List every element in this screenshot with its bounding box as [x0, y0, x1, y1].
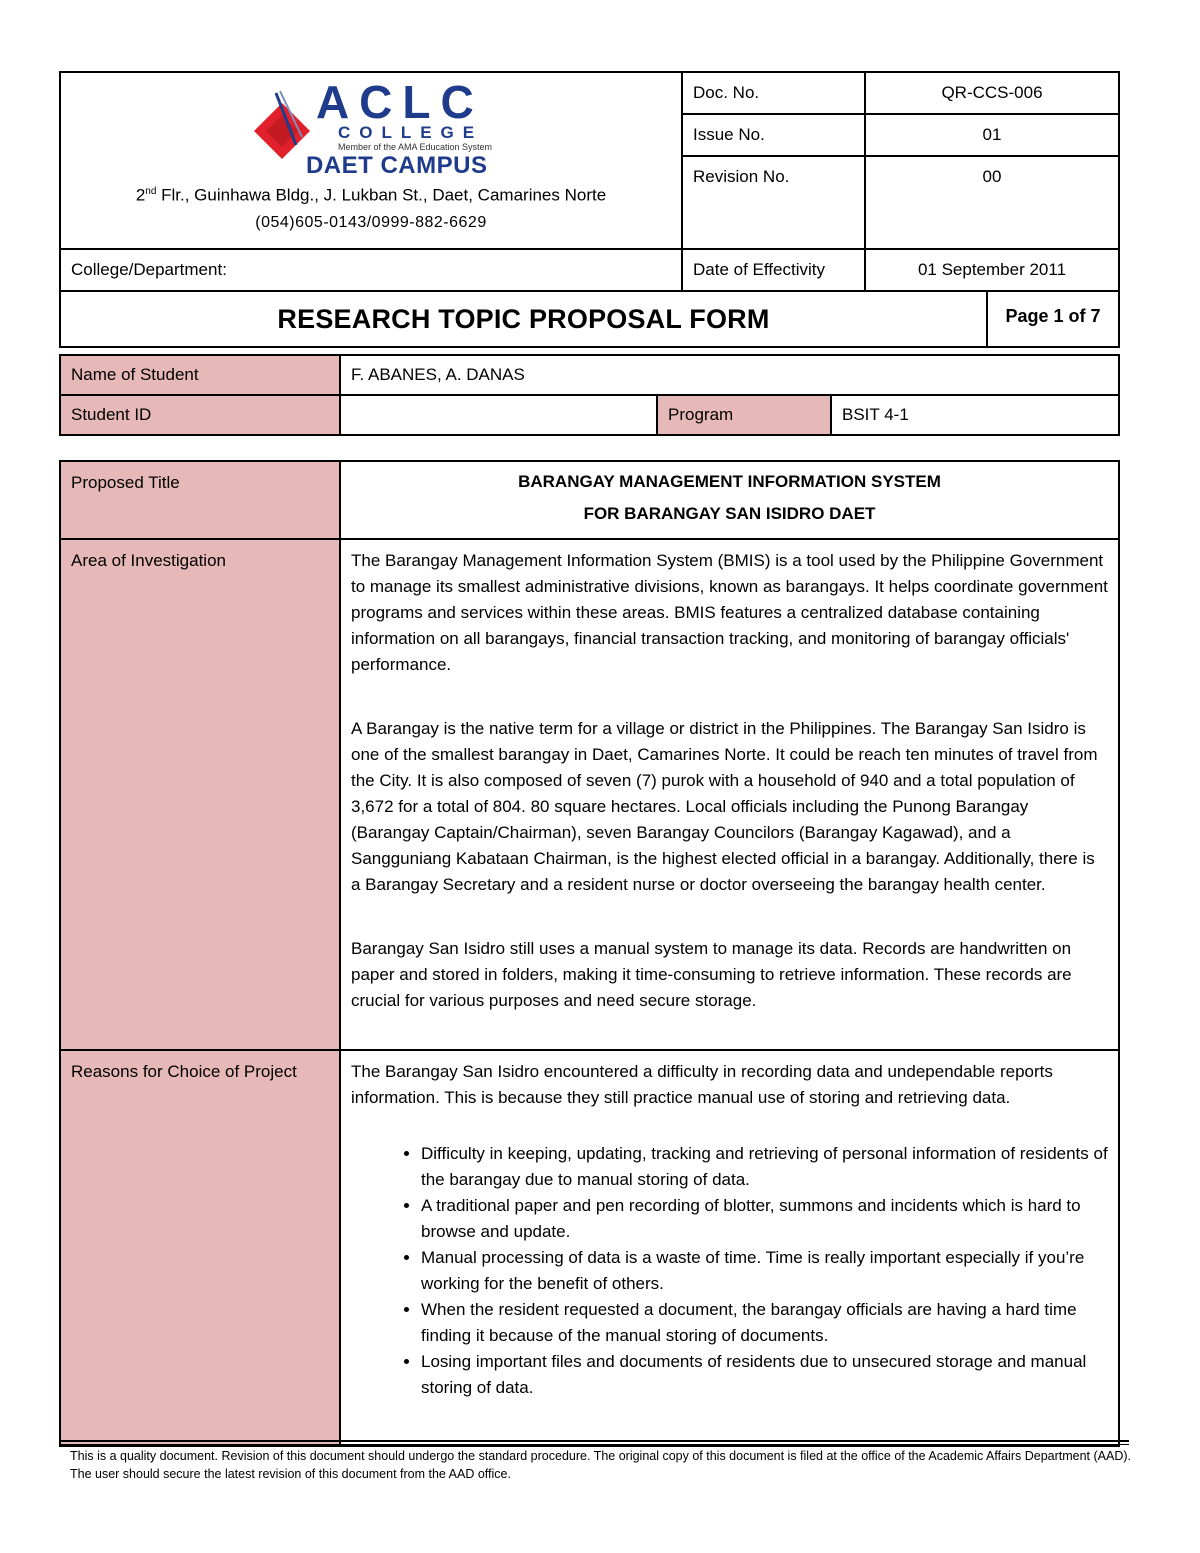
logo-cell — [60, 72, 682, 249]
reasons-value — [340, 1050, 1119, 1446]
reasons-label: Reasons for Choice of Project — [60, 1050, 340, 1446]
student-name-label: Name of Student — [60, 355, 340, 395]
proposed-title-label: Proposed Title — [60, 461, 340, 539]
document-header-table — [59, 71, 1120, 348]
college-logo — [71, 75, 671, 179]
area-of-investigation-label: Area of Investigation — [60, 539, 340, 1050]
student-id-value[interactable] — [340, 395, 657, 435]
footer-rule-thin — [59, 1444, 1129, 1445]
proposed-title-line2: FOR BARANGAY SAN ISIDRO DAET — [583, 504, 876, 523]
reasons-list — [351, 1141, 1108, 1401]
doc-no-label: Doc. No. — [682, 72, 865, 114]
college-department-label: College/Department: — [60, 249, 682, 291]
proposal-table — [59, 460, 1120, 1447]
aclc-diamond-logo-icon — [250, 89, 314, 169]
issue-no-label: Issue No. — [682, 114, 865, 156]
form-title: RESEARCH TOPIC PROPOSAL FORM — [60, 291, 987, 347]
program-value: BSIT 4-1 — [831, 395, 1119, 435]
logo-campus: DAET CAMPUS — [305, 151, 488, 179]
logo-member-line: Member of the AMA Education System — [337, 141, 493, 152]
doc-no-value: QR-CCS-006 — [865, 72, 1119, 114]
student-id-label: Student ID — [60, 395, 340, 435]
proposed-title-value — [340, 461, 1119, 539]
college-address: 2nd Flr., Guinhawa Bldg., J. Lukban St., Daet, Camarines Norte — [135, 185, 607, 205]
logo-subtitle: COLLEGE — [337, 122, 484, 142]
date-of-effectivity-label: Date of Effectivity — [682, 249, 865, 291]
issue-no-value: 01 — [865, 114, 1119, 156]
reasons-list-item: • A traditional paper and pen recording of blotter, summons and incidents which is hard to browse and update. — [421, 1193, 1108, 1245]
footer-note: This is a quality document. Revision of this document should undergo the standard procedure. The original copy of this document is filed at the office of the Academic Affairs Department (AAD). The user should secure the latest revision of this document from the AAD office. — [70, 1449, 1131, 1481]
reasons-list-item: • Manual processing of data is a waste of time. Time is really important especially if you’re working for the benefit of others. — [421, 1245, 1108, 1297]
reasons-list-item: • When the resident requested a document, the barangay officials are having a hard time finding it because of the manual storing of documents. — [421, 1297, 1108, 1349]
proposed-title-line1: BARANGAY MANAGEMENT INFORMATION SYSTEM — [518, 472, 941, 491]
reasons-list-item: • Difficulty in keeping, updating, tracking and retrieving of personal information of residents of the barangay due to manual storing of data. — [421, 1141, 1108, 1193]
page-number: Page 1 of 7 — [987, 291, 1119, 347]
revision-no-value: 00 — [865, 156, 1119, 249]
area-paragraph: The Barangay Management Information System (BMIS) is a tool used by the Philippine Government to manage its smallest administrative divisions, known as barangays. It helps coordinate government programs and services within these areas. BMIS features a centralized database containing information on all barangays, financial transaction tracking, and monitoring of barangay officials' performance. — [351, 551, 1108, 674]
area-paragraph: A Barangay is the native term for a village or district in the Philippines. The Barangay San Isidro is one of the smallest barangay in Daet, Camarines Norte. It could be reach ten minutes of travel from the City. It is also composed of seven (7) purok with a household of 940 and a total population of 3,672 for a total of 804. 80 square hectares. Local officials including the Punong Barangay (Barangay Captain/Chairman), seven Barangay Councilors (Barangay Kagawad), and a Sangguniang Kabataan Chairman, is the highest elected official in a barangay. Additionally, there is a Barangay Secretary and a resident nurse or doctor overseeing the barangay health center. — [351, 719, 1098, 894]
college-phone: (054)605-0143/0999-882-6629 — [255, 213, 487, 231]
footer-rule — [59, 1440, 1129, 1442]
reasons-intro: The Barangay San Isidro encountered a difficulty in recording data and undependable reports information. This is because they still practice manual use of storing and retrieving data. — [351, 1062, 1053, 1107]
student-name-value: F. ABANES, A. DANAS — [340, 355, 1119, 395]
program-label: Program — [657, 395, 831, 435]
revision-no-label: Revision No. — [682, 156, 865, 249]
student-info-table — [59, 354, 1120, 436]
reasons-list-item: • Losing important files and documents of residents due to unsecured storage and manual storing of data. — [421, 1349, 1108, 1401]
date-of-effectivity-value: 01 September 2011 — [865, 249, 1119, 291]
area-paragraph: Barangay San Isidro still uses a manual system to manage its data. Records are handwritten on paper and stored in folders, making it time-consuming to retrieve information. These records are crucial for various purposes and need secure storage. — [351, 939, 1072, 1010]
area-of-investigation-value — [340, 539, 1119, 1050]
logo-brand: ACLC — [315, 75, 484, 128]
